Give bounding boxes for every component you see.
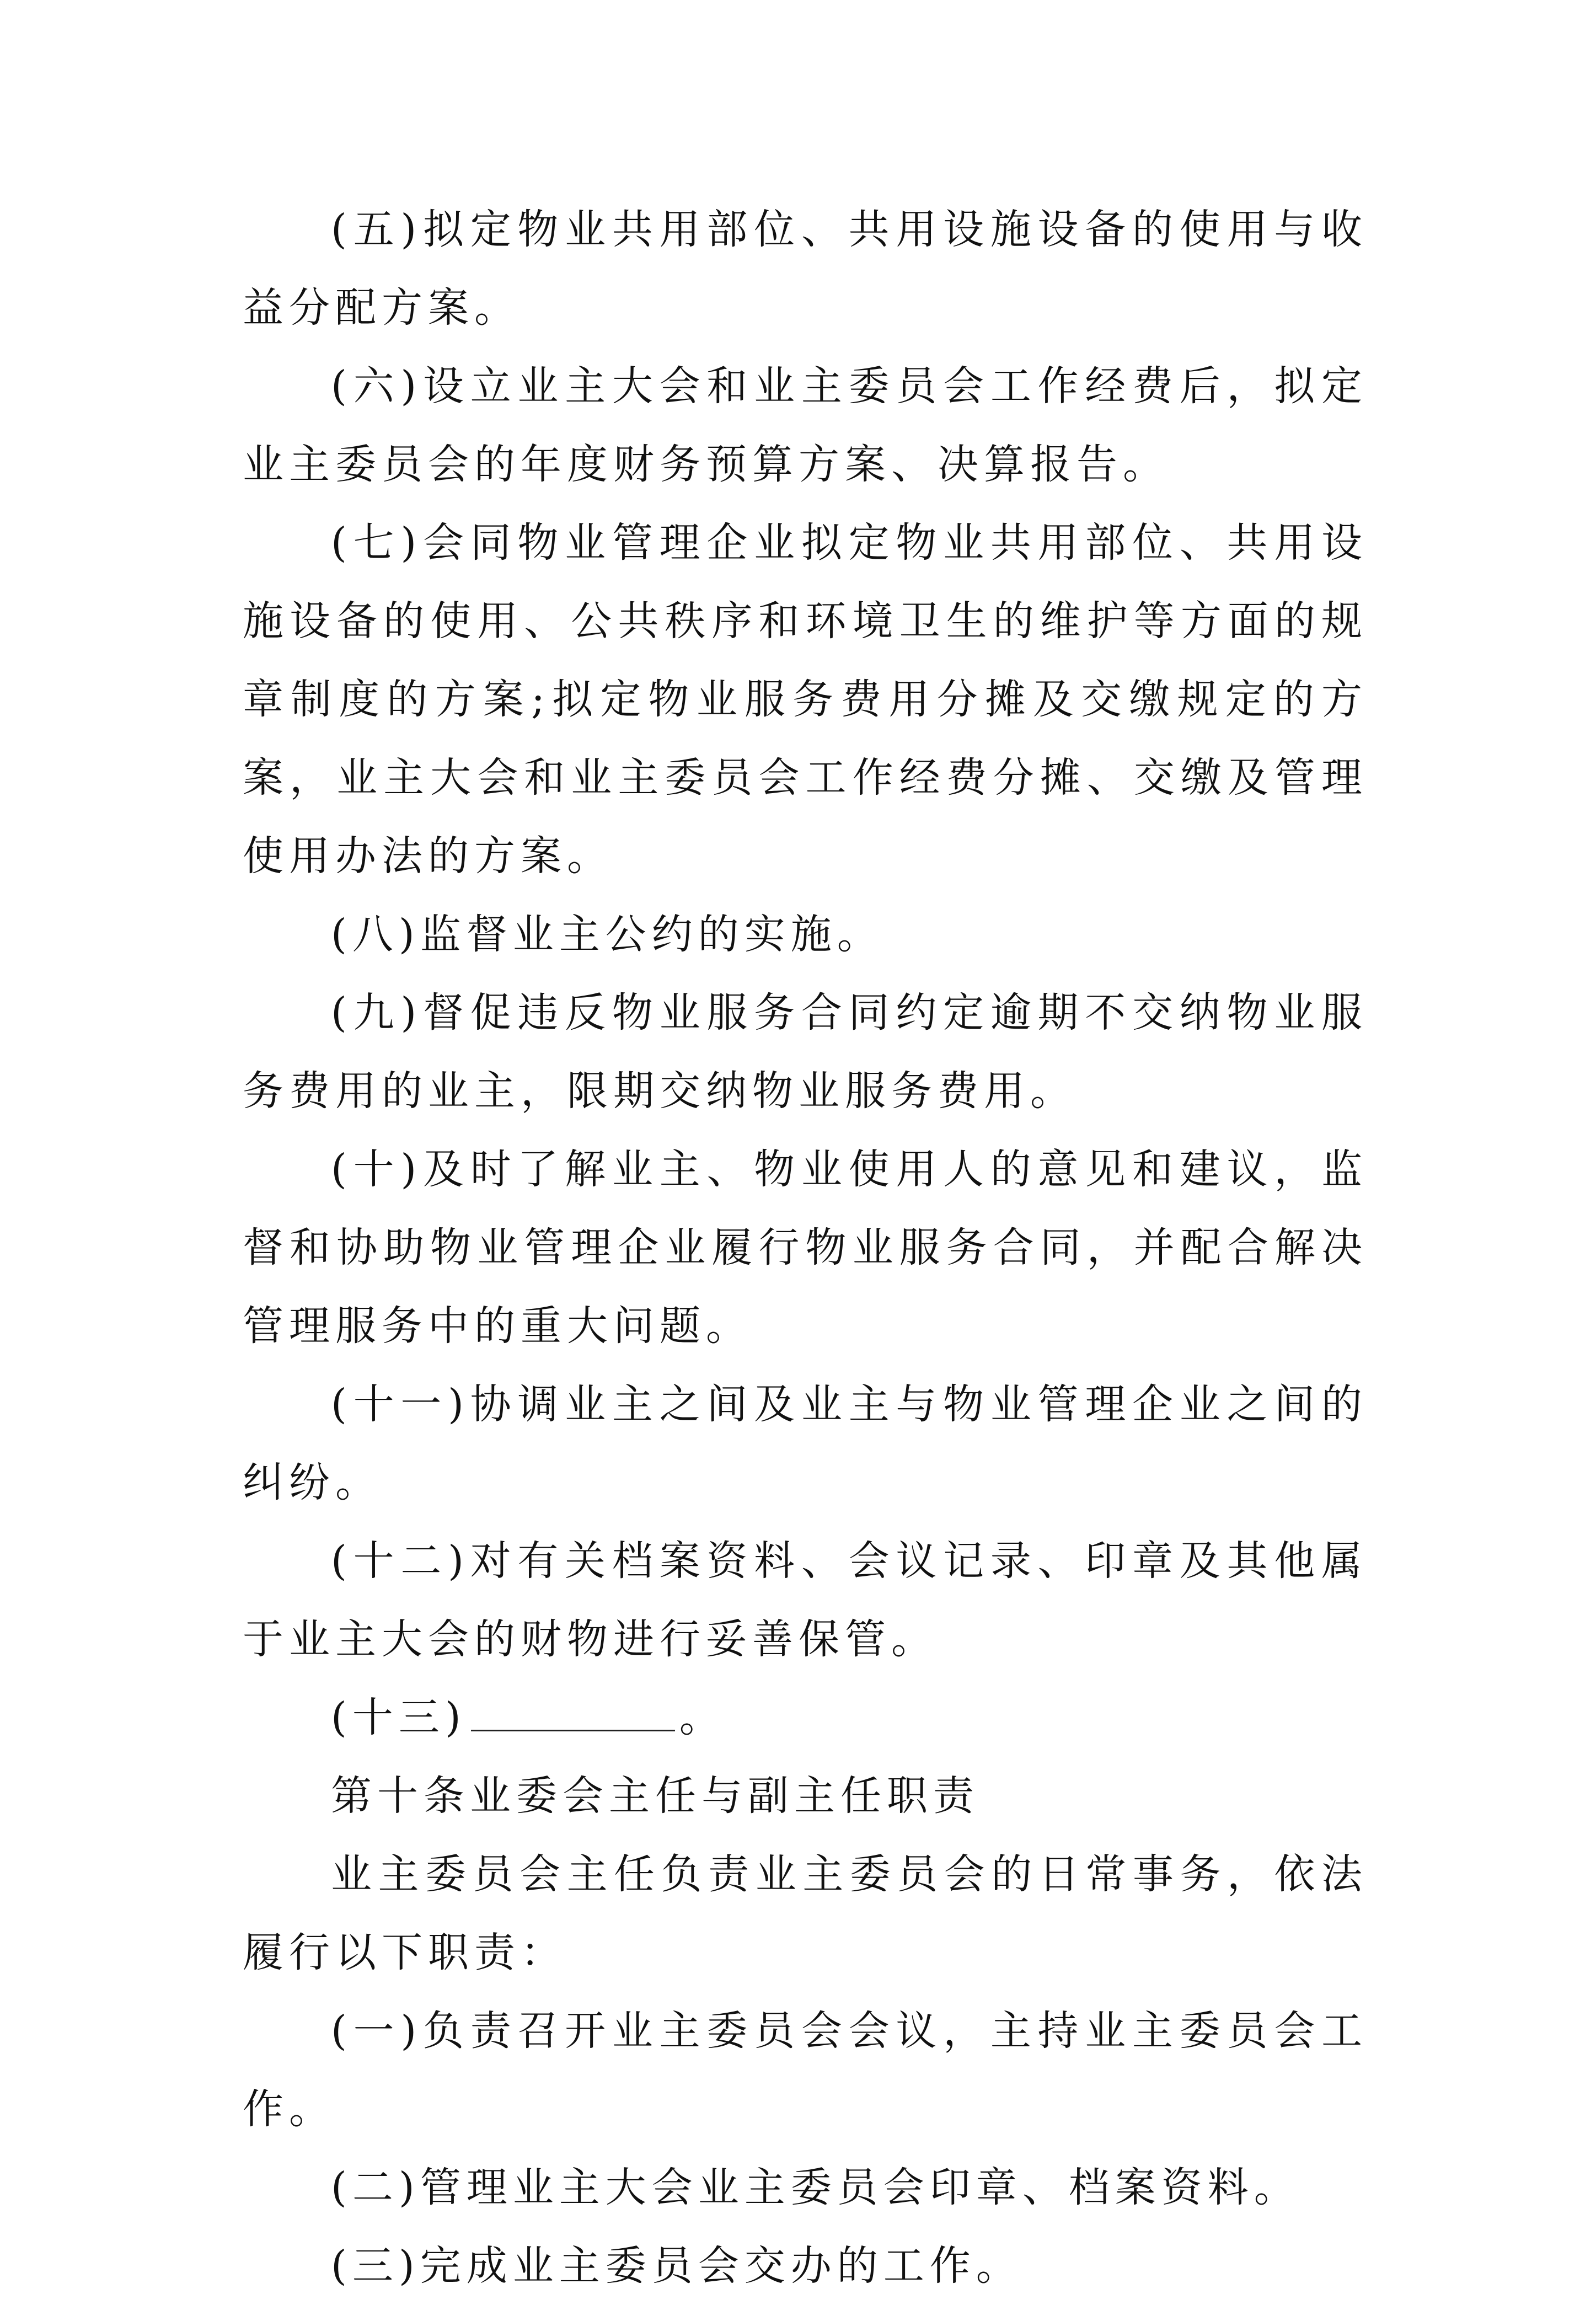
fill-in-blank [471,1697,675,1731]
paragraph-item-6: (六)设立业主大会和业主委员会工作经费后，拟定业主委员会的年度财务预算方案、决算报告。 [243,362,1368,488]
item-13-suffix: 。 [679,1694,726,1741]
article-10-intro: 业主委员会主任负责业主委员会的日常事务，依法履行以下职责： [243,1851,1368,1976]
document-body [243,190,1368,2305]
duty-item-3: (三)完成业主委员会交办的工作。 [331,2242,1022,2290]
paragraph-item-12: (十二)对有关档案资料、会议记录、印章及其他属于业主大会的财物进行妥善保管。 [243,1537,1368,1663]
item-13-prefix: (十三) [331,1694,467,1741]
paragraph-item-10: (十)及时了解业主、物业使用人的意见和建议，监督和协助物业管理企业履行物业服务合同，并配合解决管理服务中的重大问题。 [243,1146,1368,1350]
paragraph-item-7: (七)会同物业管理企业拟定物业共用部位、共用设施设备的使用、公共秩序和环境卫生的维护等方面的规章制度的方案;拟定物业服务费用分摊及交缴规定的方案，业主大会和业主委员会工作经费分摊、交缴及管理使用办法的方案。 [243,519,1368,880]
paragraph-item-8: (八)监督业主公约的实施。 [331,911,883,958]
duty-item-1: (一)负责召开业主委员会会议，主持业主委员会工作。 [243,2007,1368,2133]
paragraph-item-5: (五)拟定物业共用部位、共用设施设备的使用与收益分配方案。 [243,206,1368,331]
duty-item-2: (二)管理业主大会业主委员会印章、档案资料。 [331,2164,1300,2211]
article-10-title: 第十条业委会主任与副主任职责 [331,1772,979,1820]
paragraph-item-9: (九)督促违反物业服务合同约定逾期不交纳物业服务费用的业主，限期交纳物业服务费用。 [243,989,1368,1115]
paragraph-item-11: (十一)协调业主之间及业主与物业管理企业之间的纠纷。 [243,1381,1368,1506]
paragraph-item-13 [243,1678,1368,1757]
